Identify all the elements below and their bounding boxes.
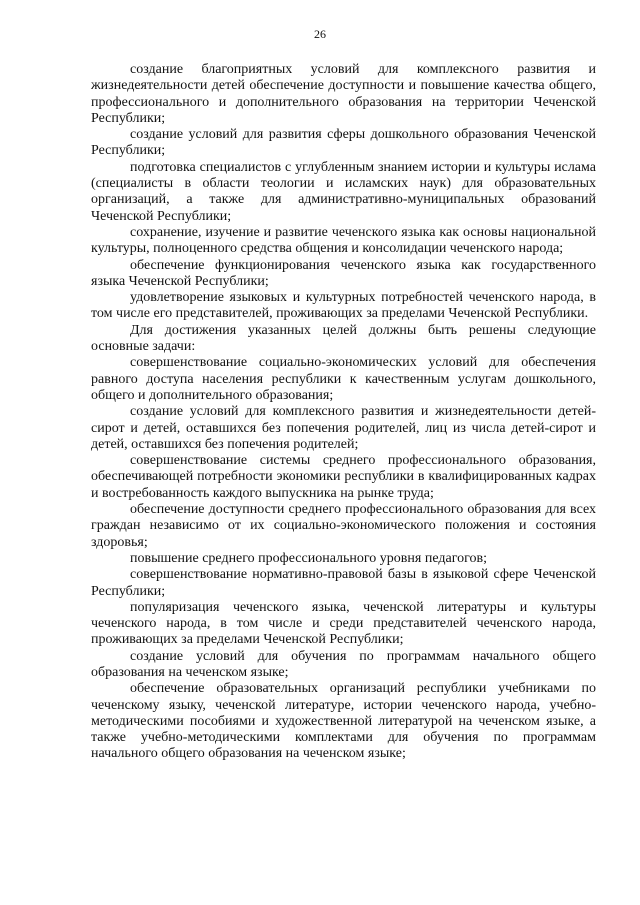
paragraph: создание условий для обучения по программам начального общего образования на чеченском языке; [91,648,596,680]
paragraph: удовлетворение языковых и культурных потребностей чеченского народа, в том числе его представителей, проживающих за пределами Чеченской Республики. [91,290,596,322]
paragraph: популяризация чеченского языка, чеченской литературы и культуры чеченского народа, в том числе и среди представителей чеченского народа, проживающих за пределами Чеченской Республики; [91,599,596,648]
page-number: 26 [314,27,326,41]
paragraph: повышение среднего профессионального уровня педагогов; [130,550,487,566]
paragraph: Для достижения указанных целей должны быть решены следующие основные задачи: [91,322,596,355]
paragraph: обеспечение доступности среднего профессионального образования для всех граждан независимо от их социально-экономического положения и состояния здоровья; [91,502,596,550]
page-body [91,62,596,763]
paragraph: создание благоприятных условий для комплексного развития и жизнедеятельности детей обеспечение доступности и повышение качества общего, профессионального и дополнительного образования на территории Чеченской Республики; [91,62,596,126]
paragraph: подготовка специалистов с углубленным знанием истории и культуры ислама (специалисты в области теологии и исламских наук) для образовательных организаций, а также для административно-муниципальных образований Чеченской Республики; [91,159,596,224]
paragraph: совершенствование социально-экономических условий для обеспечения равного доступа населения республики к качественным услугам дошкольного, общего и дополнительного образования; [91,355,596,403]
paragraph: создание условий для развития сферы дошкольного образования Чеченской Республики; [91,127,596,159]
paragraph: создание условий для комплексного развития и жизнедеятельности детей-сирот и детей, оставшихся без попечения родителей, лиц из числа детей-сирот и детей, оставшихся без попечения родителей; [91,404,596,452]
paragraph: совершенствование нормативно-правовой базы в языковой сфере Чеченской Республики; [91,567,596,599]
paragraph: обеспечение функционирования чеченского языка как государственного языка Чеченской Республики; [91,257,596,289]
paragraph: совершенствование системы среднего профессионального образования, обеспечивающей потребности экономики республики в квалифицированных кадрах и востребованность каждого выпускника на рынке труда; [91,453,596,501]
paragraph: сохранение, изучение и развитие чеченского языка как основы национальной культуры, полноценного средства общения и консолидации чеченского народа; [91,224,596,257]
paragraph: обеспечение образовательных организаций республики учебниками по чеченскому языку, чеченской литературе, истории чеченского народа, учебно-методическими пособиями и художественной литературой на чеченском языке, а также учебно-методическими комплектами для обучения по программам начального общего образования на чеченском языке; [91,681,596,762]
